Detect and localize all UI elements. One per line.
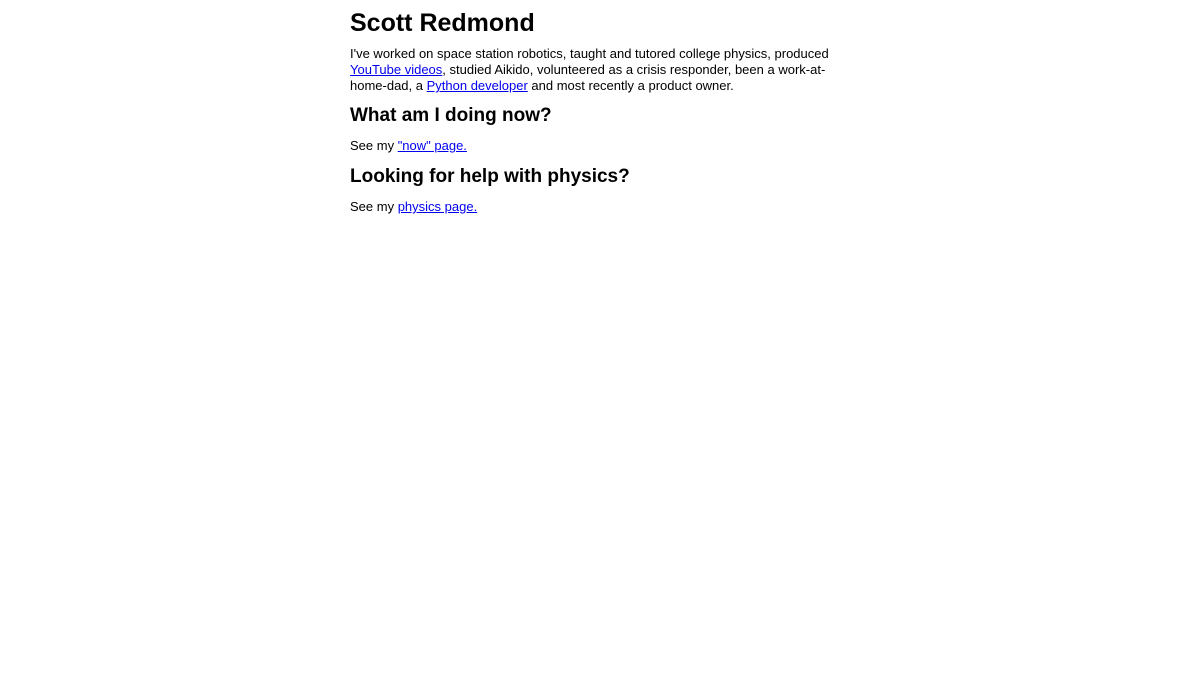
- intro-text-1: I've worked on space station robotics, taught and tutored college physics, produced: [350, 46, 829, 61]
- now-prefix: See my: [350, 138, 398, 153]
- physics-heading: Looking for help with physics?: [350, 166, 630, 187]
- now-paragraph: [350, 138, 850, 154]
- python-developer-link[interactable]: Python developer: [426, 78, 528, 93]
- physics-paragraph: [350, 199, 850, 215]
- now-page-link[interactable]: "now" page.: [397, 138, 467, 153]
- intro-text-3: and most recently a product owner.: [527, 78, 734, 93]
- page-title: Scott Redmond: [350, 9, 535, 37]
- youtube-videos-link[interactable]: YouTube videos: [350, 62, 443, 77]
- now-heading: What am I doing now?: [350, 105, 552, 126]
- physics-page-link[interactable]: physics page.: [397, 199, 478, 214]
- main-content: [350, 0, 850, 215]
- intro-text-2: , studied Aikido, volunteered as a crisis responder, been a work-at-home-dad, a: [350, 62, 826, 93]
- physics-prefix: See my: [350, 199, 398, 214]
- intro-paragraph: [350, 46, 850, 94]
